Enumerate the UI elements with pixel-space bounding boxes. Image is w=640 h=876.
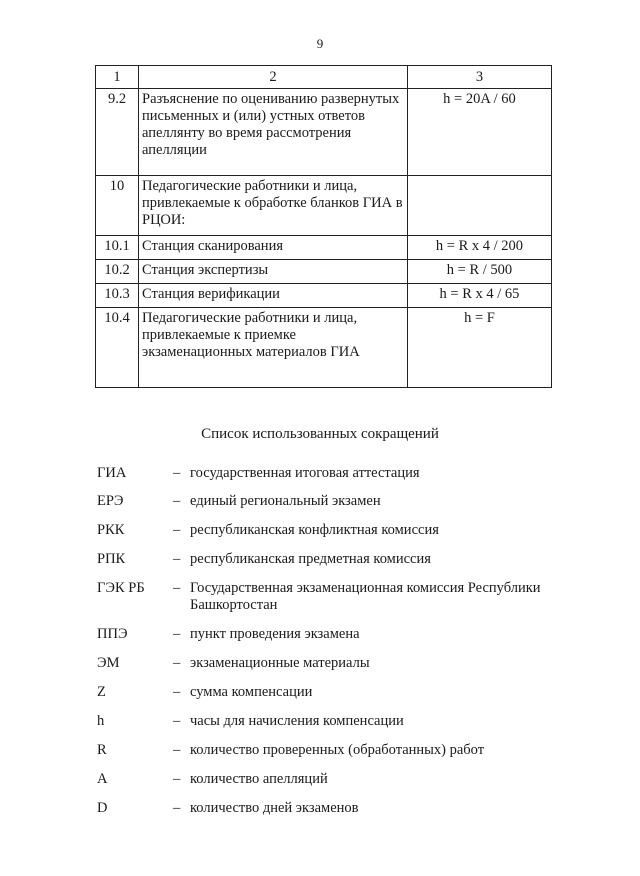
row-formula: h = 20A / 60 [408, 89, 552, 176]
row-description: Станция сканирования [139, 236, 408, 260]
abbreviation-term: ЭМ [97, 655, 120, 671]
abbreviation-dash: – [173, 493, 181, 509]
compensation-table [95, 65, 552, 388]
table-row [96, 284, 552, 308]
header-cell: 1 [96, 66, 139, 89]
abbreviation-dash: – [173, 800, 181, 816]
table-row [96, 176, 552, 236]
row-number: 10 [96, 176, 139, 236]
abbreviation-dash: – [173, 522, 181, 538]
row-number: 10.1 [96, 236, 139, 260]
abbreviation-dash: – [173, 465, 181, 481]
abbreviation-dash: – [173, 771, 181, 787]
abbreviation-definition: количество апелляций [190, 771, 328, 787]
abbreviation-term: ГЭК РБ [97, 580, 145, 596]
row-formula [408, 176, 552, 236]
table-row [96, 260, 552, 284]
row-description: Разъяснение по оцениванию развернутых письменных и (или) устных ответов апеллянту во время рассмотрения апелляции [139, 89, 408, 176]
abbreviation-definition: сумма компенсации [190, 684, 313, 700]
abbreviation-term: h [97, 713, 105, 729]
row-number: 10.4 [96, 308, 139, 388]
header-cell: 2 [139, 66, 408, 89]
row-formula: h = R x 4 / 200 [408, 236, 552, 260]
header-cell: 3 [408, 66, 552, 89]
abbreviation-term: D [97, 800, 108, 816]
row-formula: h = F [408, 308, 552, 388]
abbreviations-title: Список использованных сокращений [201, 426, 439, 442]
abbreviation-term: Z [97, 684, 106, 700]
abbreviation-term: РКК [97, 522, 125, 538]
abbreviation-dash: – [173, 551, 181, 567]
row-number: 10.3 [96, 284, 139, 308]
abbreviation-definition: количество дней экзаменов [190, 800, 359, 816]
row-description: Педагогические работники и лица, привлекаемые к приемке экзаменационных материалов ГИА [139, 308, 408, 388]
abbreviation-definition: количество проверенных (обработанных) работ [190, 742, 485, 758]
row-number: 10.2 [96, 260, 139, 284]
table-row [96, 236, 552, 260]
row-formula: h = R / 500 [408, 260, 552, 284]
table-row [96, 89, 552, 176]
page-number: 9 [316, 36, 324, 51]
abbreviation-dash: – [173, 580, 181, 596]
abbreviation-definition: экзаменационные материалы [190, 655, 370, 671]
abbreviation-term: РПК [97, 551, 126, 567]
abbreviation-term: ППЭ [97, 626, 128, 642]
abbreviation-definition: единый региональный экзамен [190, 493, 381, 509]
abbreviation-term: R [97, 742, 107, 758]
table-header-row [96, 66, 552, 89]
table-row [96, 308, 552, 388]
abbreviation-dash: – [173, 742, 181, 758]
abbreviation-term: ЕРЭ [97, 493, 124, 509]
abbreviation-term: A [97, 771, 108, 787]
abbreviation-definition: республиканская предметная комиссия [190, 551, 431, 567]
abbreviation-dash: – [173, 626, 181, 642]
row-description: Станция экспертизы [139, 260, 408, 284]
abbreviation-definition: Государственная экзаменационная комиссия Республики Башкортостан [190, 580, 541, 613]
row-number: 9.2 [96, 89, 139, 176]
abbreviation-dash: – [173, 713, 181, 729]
row-formula: h = R x 4 / 65 [408, 284, 552, 308]
row-description: Педагогические работники и лица, привлекаемые к обработке бланков ГИА в РЦОИ: [139, 176, 408, 236]
abbreviation-term: ГИА [97, 465, 127, 481]
abbreviation-definition: пункт проведения экзамена [190, 626, 360, 642]
abbreviation-definition: часы для начисления компенсации [190, 713, 404, 729]
abbreviation-dash: – [173, 655, 181, 671]
abbreviation-definition: республиканская конфликтная комиссия [190, 522, 439, 538]
row-description: Станция верификации [139, 284, 408, 308]
abbreviation-dash: – [173, 684, 181, 700]
abbreviation-definition: государственная итоговая аттестация [190, 465, 420, 481]
